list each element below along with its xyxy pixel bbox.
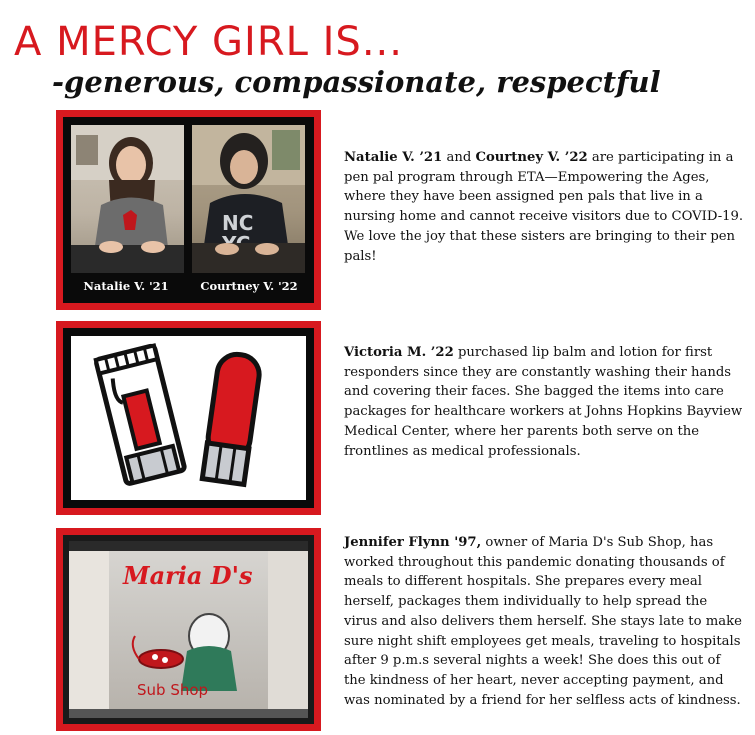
sub-shop-frame bbox=[56, 528, 321, 731]
sub-shop-window bbox=[69, 541, 308, 718]
page-title: A MERCY GIRL IS... bbox=[14, 19, 403, 65]
story-body: owner of Maria D's Sub Shop, has worked throughout this pandemic donating thousands of meals to different hospitals. She prepares every meal herself, packages them individually to help spread the virus and also delivers them herself. She stays late to make sure night shift employees get meals, traveling to hospitals after 9 p.m.s several nights a week! She does this out of the kindness of her heart, never accepting payment, and was nominated by a friend for her selfless acts of kindness. bbox=[344, 535, 742, 708]
story-body: purchased lip balm and lotion for first responders since they are constantly washing their hands and covering their faces. She bagged the items into care packages for healthcare workers at Johns Hopkins Bayview Medical Center, where her parents both serve on the frontlines as medical professionals. bbox=[344, 345, 743, 459]
story-body: are participating in a pen pal program through ETA—Empowering the Ages, where they have been assigned pen pals that live in a nursing home and cannot receive visitors due to COVID-19. We love the joy that these sisters are bringing to their pen pals! bbox=[344, 150, 744, 264]
story-name: Jennifer Flynn '97, bbox=[344, 535, 482, 550]
photo-collage bbox=[63, 117, 314, 303]
courtney-caption: Courtney V. '22 bbox=[200, 279, 298, 293]
page-subtitle: -generous, compassionate, respectful bbox=[52, 65, 661, 99]
story-connector: and bbox=[442, 150, 476, 165]
natalie-photo-illustration bbox=[71, 125, 184, 273]
svg-text:NC: NC bbox=[222, 211, 254, 235]
story-name: Victoria M. ’22 bbox=[344, 345, 454, 360]
story-name: Courtney V. ’22 bbox=[475, 150, 588, 165]
sign-subtitle: Sub Shop bbox=[137, 681, 209, 699]
story-sub-shop-text bbox=[344, 533, 744, 710]
sign-title: Maria D's bbox=[123, 561, 253, 590]
lotion-and-lip-balm-icon bbox=[71, 336, 306, 500]
lip-balm-frame bbox=[56, 321, 321, 515]
story-pen-pal-text bbox=[344, 148, 744, 266]
lip-balm-lotion-icon bbox=[71, 336, 306, 500]
story-name: Natalie V. ’21 bbox=[344, 150, 443, 165]
story-lip-balm-text bbox=[344, 343, 744, 461]
natalie-photo bbox=[71, 125, 184, 273]
natalie-caption: Natalie V. '21 bbox=[83, 279, 169, 293]
courtney-photo bbox=[192, 125, 305, 273]
courtney-photo-illustration bbox=[192, 125, 305, 273]
pen-pal-photo-frame bbox=[56, 110, 321, 310]
